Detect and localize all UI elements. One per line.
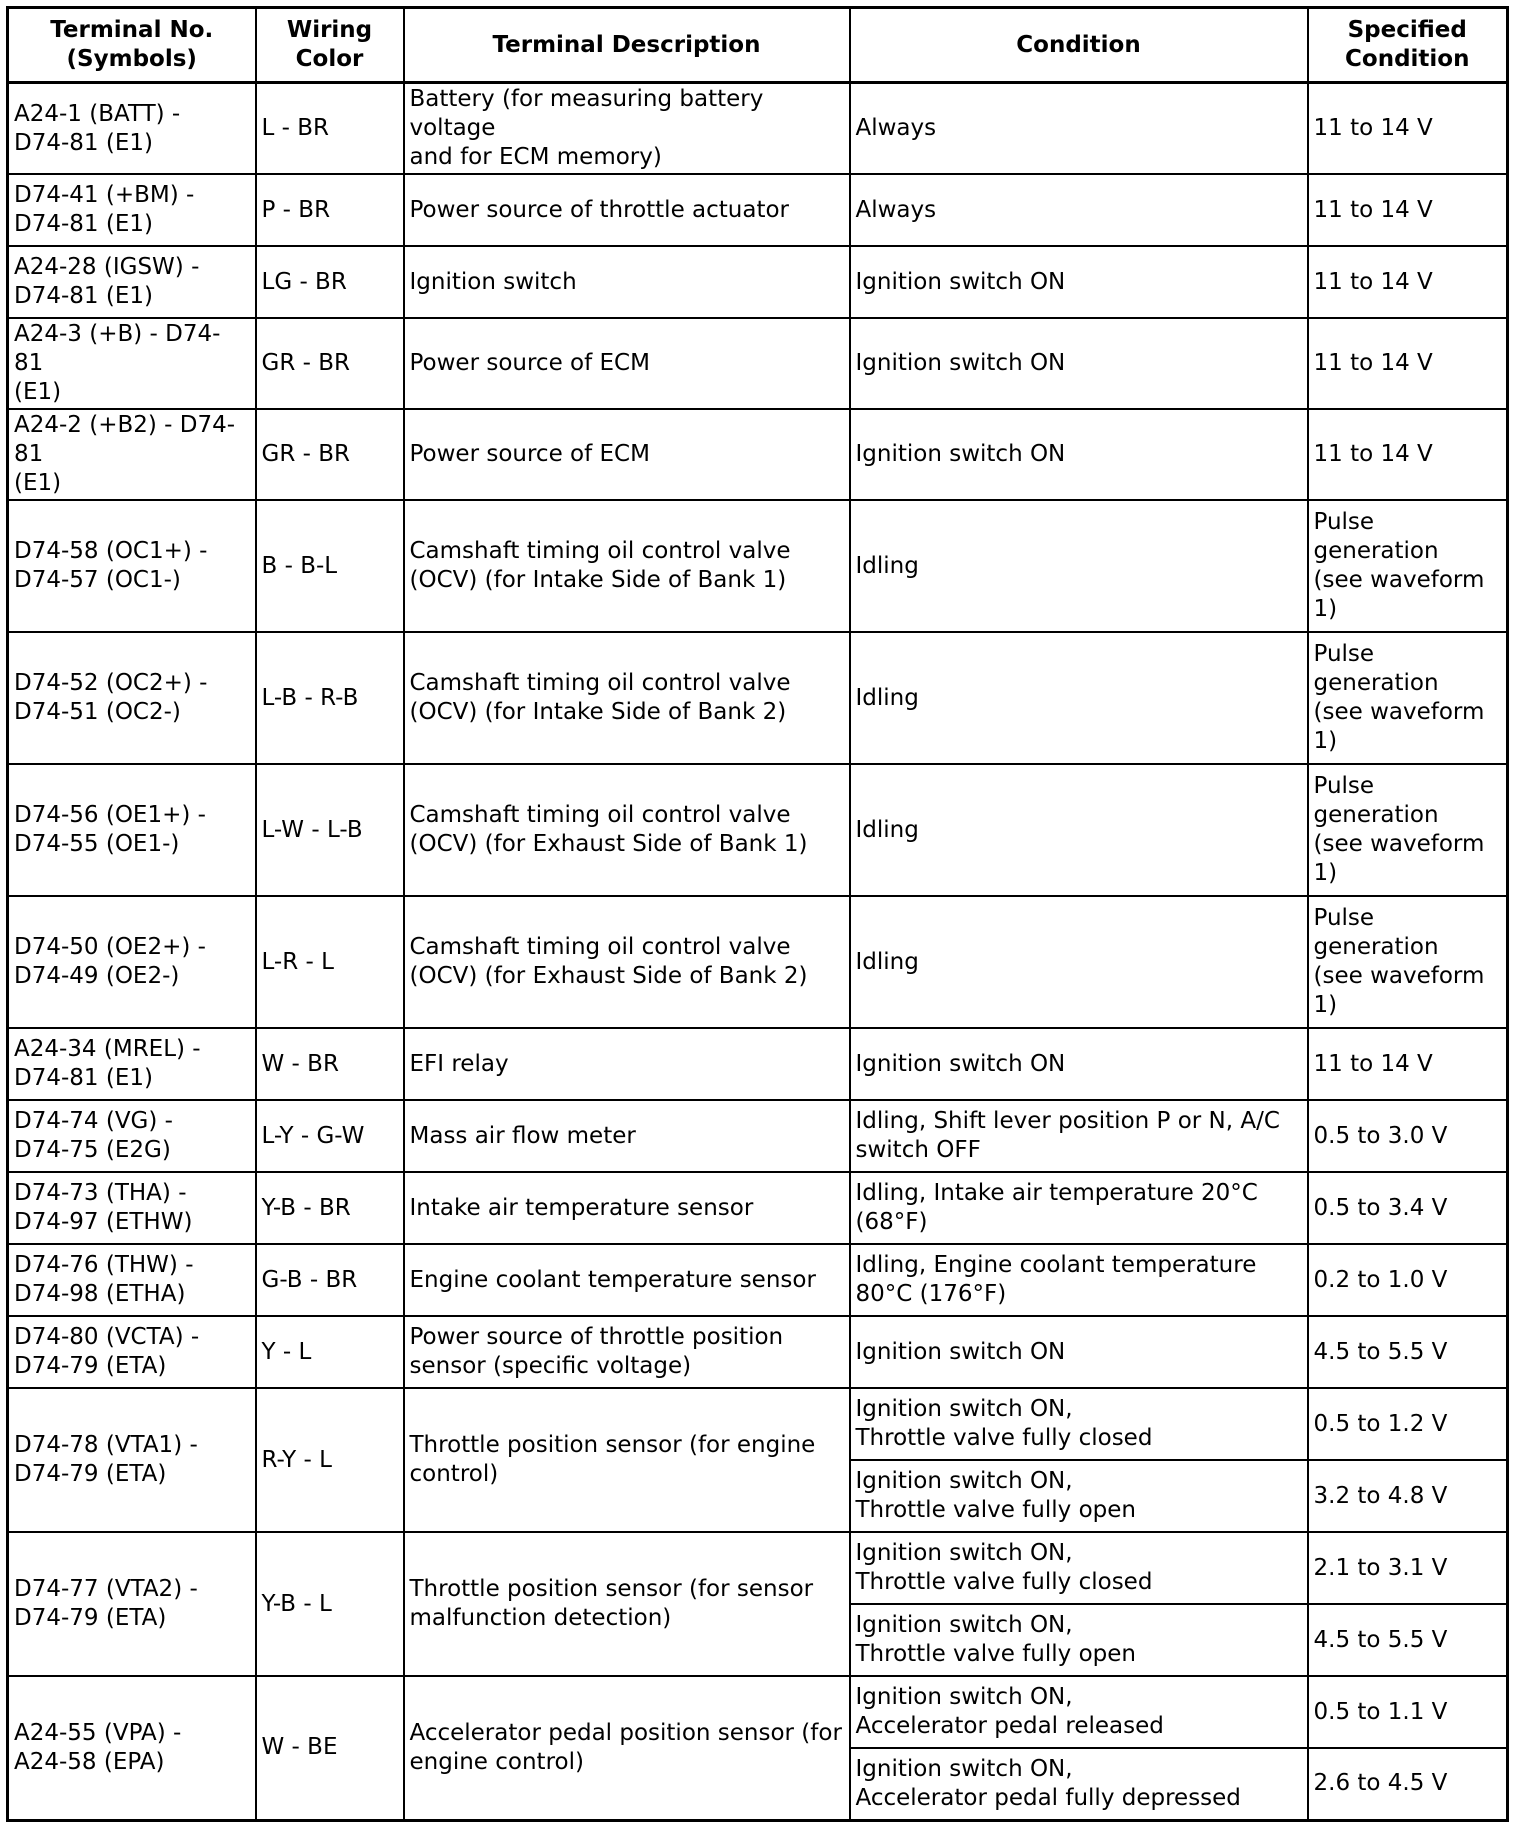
cell-terminal: A24-3 (+B) - D74-81 (E1) — [8, 318, 256, 409]
cell-terminal: A24-34 (MREL) - D74-81 (E1) — [8, 1028, 256, 1100]
cell-description: Mass air flow meter — [404, 1100, 850, 1172]
cell-description: Throttle position sensor (for engine control) — [404, 1388, 850, 1532]
cell-description: Camshaft timing oil control valve (OCV) (for Intake Side of Bank 1) — [404, 500, 850, 632]
cell-wiring-color: L-Y - G-W — [256, 1100, 404, 1172]
header-wiring-color: Wiring Color — [256, 8, 404, 83]
cell-terminal: D74-78 (VTA1) - D74-79 (ETA) — [8, 1388, 256, 1532]
cell-description: Intake air temperature sensor — [404, 1172, 850, 1244]
cell-terminal: A24-28 (IGSW) - D74-81 (E1) — [8, 246, 256, 318]
cell-condition: Ignition switch ON, Throttle valve fully open — [850, 1604, 1308, 1676]
cell-specified-condition: 11 to 14 V — [1308, 83, 1508, 175]
table-row — [8, 1316, 1508, 1388]
cell-terminal: D74-76 (THW) - D74-98 (ETHA) — [8, 1244, 256, 1316]
terminal-spec-sheet — [6, 6, 1506, 1811]
table-row — [8, 318, 1508, 409]
table-row — [8, 1676, 1508, 1748]
cell-specified-condition: 4.5 to 5.5 V — [1308, 1316, 1508, 1388]
cell-wiring-color: P - BR — [256, 174, 404, 246]
cell-condition: Ignition switch ON, Accelerator pedal fully depressed — [850, 1748, 1308, 1820]
cell-condition: Idling, Shift lever position P or N, A/C switch OFF — [850, 1100, 1308, 1172]
table-row — [8, 1172, 1508, 1244]
cell-condition: Ignition switch ON — [850, 1316, 1308, 1388]
cell-wiring-color: R-Y - L — [256, 1388, 404, 1532]
cell-specified-condition: Pulse generation (see waveform 1) — [1308, 896, 1508, 1028]
cell-wiring-color: LG - BR — [256, 246, 404, 318]
cell-condition: Ignition switch ON, Throttle valve fully closed — [850, 1532, 1308, 1604]
cell-specified-condition: 4.5 to 5.5 V — [1308, 1604, 1508, 1676]
cell-description: Camshaft timing oil control valve (OCV) (for Exhaust Side of Bank 1) — [404, 764, 850, 896]
cell-terminal: A24-55 (VPA) - A24-58 (EPA) — [8, 1676, 256, 1820]
cell-description: Power source of ECM — [404, 318, 850, 409]
cell-wiring-color: W - BR — [256, 1028, 404, 1100]
cell-terminal: D74-52 (OC2+) - D74-51 (OC2-) — [8, 632, 256, 764]
cell-condition: Ignition switch ON — [850, 246, 1308, 318]
cell-specified-condition: 2.6 to 4.5 V — [1308, 1748, 1508, 1820]
cell-description: Throttle position sensor (for sensor malfunction detection) — [404, 1532, 850, 1676]
cell-condition: Idling, Intake air temperature 20°C (68°F) — [850, 1172, 1308, 1244]
header-row — [8, 8, 1508, 83]
cell-description: Camshaft timing oil control valve (OCV) (for Intake Side of Bank 2) — [404, 632, 850, 764]
cell-condition: Ignition switch ON — [850, 409, 1308, 500]
cell-specified-condition: 11 to 14 V — [1308, 409, 1508, 500]
cell-specified-condition: 11 to 14 V — [1308, 246, 1508, 318]
cell-specified-condition: 0.2 to 1.0 V — [1308, 1244, 1508, 1316]
cell-condition: Always — [850, 83, 1308, 175]
cell-terminal: D74-41 (+BM) - D74-81 (E1) — [8, 174, 256, 246]
cell-description: Accelerator pedal position sensor (for engine control) — [404, 1676, 850, 1820]
cell-condition: Idling — [850, 632, 1308, 764]
cell-terminal: D74-80 (VCTA) - D74-79 (ETA) — [8, 1316, 256, 1388]
cell-terminal: A24-1 (BATT) - D74-81 (E1) — [8, 83, 256, 175]
cell-description: EFI relay — [404, 1028, 850, 1100]
cell-specified-condition: 0.5 to 3.0 V — [1308, 1100, 1508, 1172]
cell-wiring-color: GR - BR — [256, 318, 404, 409]
cell-specified-condition: 11 to 14 V — [1308, 1028, 1508, 1100]
cell-specified-condition: 2.1 to 3.1 V — [1308, 1532, 1508, 1604]
table-row — [8, 1244, 1508, 1316]
cell-specified-condition: 0.5 to 1.1 V — [1308, 1676, 1508, 1748]
header-condition: Condition — [850, 8, 1308, 83]
cell-description: Power source of throttle actuator — [404, 174, 850, 246]
cell-terminal: D74-50 (OE2+) - D74-49 (OE2-) — [8, 896, 256, 1028]
cell-terminal: A24-2 (+B2) - D74-81 (E1) — [8, 409, 256, 500]
table-row — [8, 764, 1508, 896]
cell-terminal: D74-58 (OC1+) - D74-57 (OC1-) — [8, 500, 256, 632]
cell-condition: Idling, Engine coolant temperature 80°C (176°F) — [850, 1244, 1308, 1316]
cell-description: Battery (for measuring battery voltage and for ECM memory) — [404, 83, 850, 175]
cell-condition: Ignition switch ON — [850, 1028, 1308, 1100]
header-terminal-description: Terminal Description — [404, 8, 850, 83]
cell-terminal: D74-74 (VG) - D74-75 (E2G) — [8, 1100, 256, 1172]
table-row — [8, 896, 1508, 1028]
cell-wiring-color: L-W - L-B — [256, 764, 404, 896]
cell-terminal: D74-77 (VTA2) - D74-79 (ETA) — [8, 1532, 256, 1676]
cell-specified-condition: Pulse generation (see waveform 1) — [1308, 500, 1508, 632]
cell-specified-condition: Pulse generation (see waveform 1) — [1308, 632, 1508, 764]
cell-specified-condition: 11 to 14 V — [1308, 318, 1508, 409]
cell-wiring-color: L-R - L — [256, 896, 404, 1028]
cell-wiring-color: Y-B - L — [256, 1532, 404, 1676]
cell-description: Ignition switch — [404, 246, 850, 318]
cell-wiring-color: B - B-L — [256, 500, 404, 632]
cell-specified-condition: 0.5 to 1.2 V — [1308, 1388, 1508, 1460]
cell-wiring-color: L - BR — [256, 83, 404, 175]
cell-condition: Ignition switch ON — [850, 318, 1308, 409]
cell-specified-condition: Pulse generation (see waveform 1) — [1308, 764, 1508, 896]
cell-description: Engine coolant temperature sensor — [404, 1244, 850, 1316]
cell-terminal: D74-56 (OE1+) - D74-55 (OE1-) — [8, 764, 256, 896]
header-specified-condition: Specified Condition — [1308, 8, 1508, 83]
table-row — [8, 1388, 1508, 1460]
cell-description: Power source of ECM — [404, 409, 850, 500]
table-row — [8, 500, 1508, 632]
table-row — [8, 83, 1508, 175]
cell-specified-condition: 3.2 to 4.8 V — [1308, 1460, 1508, 1532]
cell-condition: Always — [850, 174, 1308, 246]
terminal-spec-table — [6, 6, 1509, 1822]
cell-description: Power source of throttle position sensor (specific voltage) — [404, 1316, 850, 1388]
cell-wiring-color: G-B - BR — [256, 1244, 404, 1316]
cell-wiring-color: W - BE — [256, 1676, 404, 1820]
cell-condition: Ignition switch ON, Accelerator pedal released — [850, 1676, 1308, 1748]
table-row — [8, 632, 1508, 764]
cell-wiring-color: GR - BR — [256, 409, 404, 500]
cell-terminal: D74-73 (THA) - D74-97 (ETHW) — [8, 1172, 256, 1244]
cell-specified-condition: 0.5 to 3.4 V — [1308, 1172, 1508, 1244]
cell-wiring-color: L-B - R-B — [256, 632, 404, 764]
cell-condition: Idling — [850, 896, 1308, 1028]
table-row — [8, 409, 1508, 500]
cell-condition: Ignition switch ON, Throttle valve fully open — [850, 1460, 1308, 1532]
cell-description: Camshaft timing oil control valve (OCV) (for Exhaust Side of Bank 2) — [404, 896, 850, 1028]
table-row — [8, 174, 1508, 246]
table-row — [8, 1028, 1508, 1100]
cell-wiring-color: Y-B - BR — [256, 1172, 404, 1244]
cell-condition: Idling — [850, 764, 1308, 896]
cell-specified-condition: 11 to 14 V — [1308, 174, 1508, 246]
table-row — [8, 246, 1508, 318]
header-terminal: Terminal No. (Symbols) — [8, 8, 256, 83]
table-row — [8, 1100, 1508, 1172]
cell-condition: Ignition switch ON, Throttle valve fully closed — [850, 1388, 1308, 1460]
cell-condition: Idling — [850, 500, 1308, 632]
cell-wiring-color: Y - L — [256, 1316, 404, 1388]
table-row — [8, 1532, 1508, 1604]
